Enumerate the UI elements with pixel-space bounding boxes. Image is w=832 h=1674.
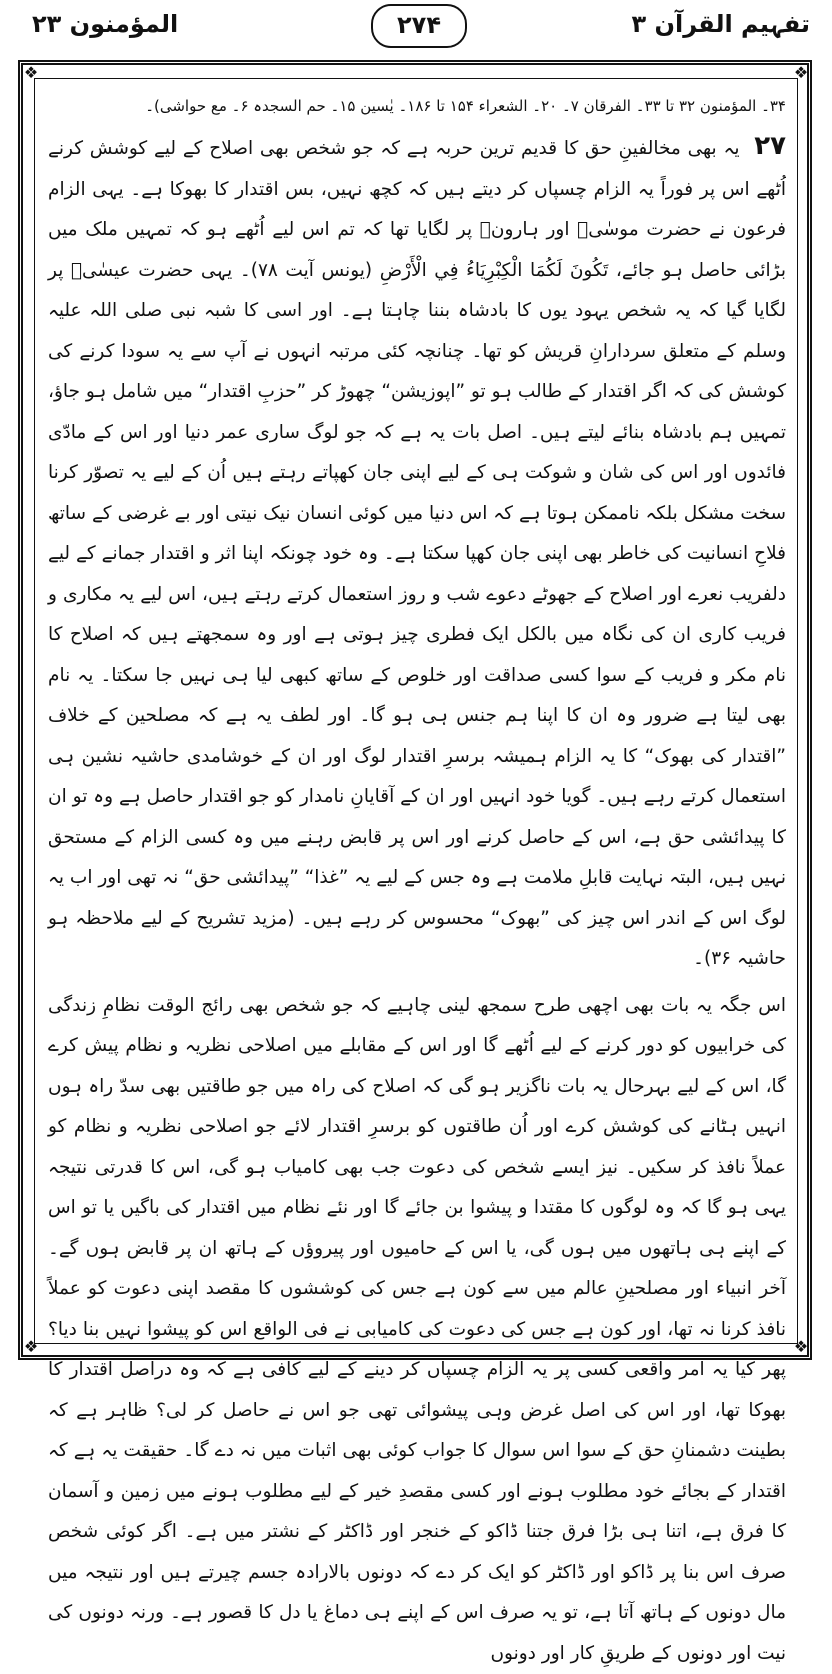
footnote-number: ۲۷ <box>754 131 786 161</box>
page-body <box>48 92 786 1674</box>
surah-name: المؤمنون ۲۳ <box>32 10 178 38</box>
corner-ornament-icon: ❖ <box>792 64 810 82</box>
footnote-paragraph <box>48 986 786 1674</box>
book-title: تفہیم القرآن ۳ <box>632 10 810 38</box>
footnote-text: یہ بھی مخالفینِ حق کا قدیم ترین حربہ ہے کہ جو شخص بھی اصلاح کے لیے کوشش کرنے اُٹھے اس پر فوراً یہ الزام چسپاں کر دیتے ہیں کہ کچھ نہیں، بس اقتدار کا بھوکا ہے۔ یہی الزام فرعون نے حضرت موسٰیؑ اور ہارونؑ پر لگایا تھا کہ تم اس لیے اُٹھے ہو کہ تمہیں ملک میں بڑائی حاصل ہو جائے، تَكُونَ لَكُمَا الْكِبْرِيَاءُ فِي الْأَرْضِ (یونس آیت ۷۸)۔ یہی حضرت عیسٰیؑ پر لگایا گیا کہ یہ شخص یہود یوں کا بادشاہ بننا چاہتا ہے۔ اور اسی کا شبہ نبی صلی اللہ علیہ وسلم کے متعلق سردارانِ قریش کو تھا۔ چنانچہ کئی مرتبہ انہوں نے آپ سے یہ سودا کرنے کی کوشش کی کہ اگر اقتدار کے طالب ہو تو ”اپوزیشن“ چھوڑ کر ”حزبِ اقتدار“ میں شامل ہو جاؤ، تمہیں ہم بادشاہ بنائے لیتے ہیں۔ اصل بات یہ ہے کہ جو لوگ ساری عمر دنیا اور اس کے مادّی فائدوں اور اس کی شان و شوکت ہی کے لیے اپنی جان کھپاتے رہتے ہیں اُن کے لیے یہ تصوّر کرنا سخت مشکل بلکہ ناممکن ہوتا ہے کہ اس دنیا میں کوئی انسان نیک نیتی اور بے غرضی کے ساتھ فلاحِ انسانیت کی خاطر بھی اپنی جان کھپا سکتا ہے۔ وہ خود چونکہ اپنا اثر و اقتدار جمانے کے لیے دلفریب نعرے اور اصلاح کے جھوٹے دعوے شب و روز استعمال کرتے رہتے ہیں، اس لیے یہ مکاری و فریب کاری ان کی نگاہ میں بالکل ایک فطری چیز ہوتی ہے اور وہ سمجھتے ہیں کہ اصلاح کا نام مکر و فریب کے سوا کسی صداقت اور خلوص کے ساتھ کبھی لیا ہی نہیں جا سکتا۔ یہ نام بھی لیتا ہے ضرور وہ ان کا اپنا ہم جنس ہی ہو گا۔ اور لطف یہ ہے کہ مصلحین کے خلاف ”اقتدار کی بھوک“ کا یہ الزام ہمیشہ برسرِ اقتدار لوگ اور ان کے خوشامدی حاشیہ نشین ہی استعمال کرتے رہے ہیں۔ گویا خود انہیں اور ان کے آقایانِ نامدار کو جو اقتدار حاصل ہے وہ تو ان کا پیدائشی حق ہے، اس کے حاصل کرنے اور اس پر قابض رہنے میں وہ کسی الزام کے مستحق نہیں ہیں، البتہ نہایت قابلِ ملامت ہے وہ جس کے لیے یہ ”غذا“ ”پیدائشی حق“ نہ تھی اور اب یہ لوگ اس کے اندر اس چیز کی ”بھوک“ محسوس کر رہے ہیں۔ (مزید تشریح کے لیے ملاحظہ ہو حاشیہ ۳۶)۔ <box>48 138 786 969</box>
corner-ornament-icon: ❖ <box>22 64 40 82</box>
corner-ornament-icon: ❖ <box>22 1338 40 1356</box>
page-header <box>0 0 832 52</box>
reference-line: ۳۴۔ المؤمنون ۳۲ تا ۳۳۔ الفرقان ۷۔ ۲۰۔ الشعراء ۱۵۴ تا ۱۸۶۔ یٰسین ۱۵۔ حم السجدہ ۶۔ مع حواشی)۔ <box>48 92 786 120</box>
page-number: ۲۷۴ <box>371 4 467 48</box>
corner-ornament-icon: ❖ <box>792 1338 810 1356</box>
footnote-text: اس جگہ یہ بات بھی اچھی طرح سمجھ لینی چاہیے کہ جو شخص بھی رائج الوقت نظامِ زندگی کی خرابیوں کو دور کرنے کے لیے اُٹھے گا اور اس کے مقابلے میں اصلاحی نظریہ و نظام پیش کرے گا، اس کے لیے بہرحال یہ بات ناگزیر ہو گی کہ اصلاح کی راہ میں جو طاقتیں بھی سدّ راہ ہوں انہیں ہٹانے کی کوشش کرے اور اُن طاقتوں کو برسرِ اقتدار لائے جو اصلاحی نظریہ و نظام کو عملاً نافذ کر سکیں۔ نیز ایسے شخص کی دعوت جب بھی کامیاب ہو گی، اس کا قدرتی نتیجہ یہی ہو گا کہ وہ لوگوں کا مقتدا و پیشوا بن جائے گا اور نئے نظام میں اقتدار کی باگیں یا تو اس کے اپنے ہی ہاتھوں میں ہوں گی، یا اس کے حامیوں اور پیروؤں کے ہاتھ ان پر قابض ہوں گے۔ آخر انبیاء اور مصلحینِ عالم میں سے کون ہے جس کی کوششوں کا مقصد اپنی دعوت کو عملاً نافذ کرنا نہ تھا، اور کون ہے جس کی دعوت کی کامیابی نے فی الواقع اس کو پیشوا نہیں بنا دیا؟ پھر کیا یہ امر واقعی کسی پر یہ الزام چسپاں کر دینے کے لیے کافی ہے کہ وہ دراصل اقتدار کا بھوکا تھا، اور اس کی اصل غرض وہی پیشوائی تھی جو اس نے حاصل کر لی؟ ظاہر ہے کہ بطینت دشمنانِ حق کے سوا اس سوال کا جواب کوئی بھی اثبات میں نہ دے گا۔ حقیقت یہ ہے کہ اقتدار کے بجائے خود مطلوب ہونے اور کسی مقصدِ خیر کے لیے مطلوب ہونے میں زمین و آسمان کا فرق ہے، اتنا ہی بڑا فرق جتنا ڈاکو کے خنجر اور ڈاکٹر کے نشتر میں ہے۔ اگر کوئی شخص صرف اس بنا پر ڈاکو اور ڈاکٹر کو ایک کر دے کہ دونوں بالارادہ جسم چیرتے ہیں اور نتیجہ میں مال دونوں کے ہاتھ آتا ہے، تو یہ صرف اس کے اپنے ہی دماغ یا دل کا قصور ہے۔ ورنہ دونوں کی نیت اور دونوں کے طریقِ کار اور دونوں <box>48 995 786 1664</box>
footnote-paragraph <box>48 126 786 980</box>
